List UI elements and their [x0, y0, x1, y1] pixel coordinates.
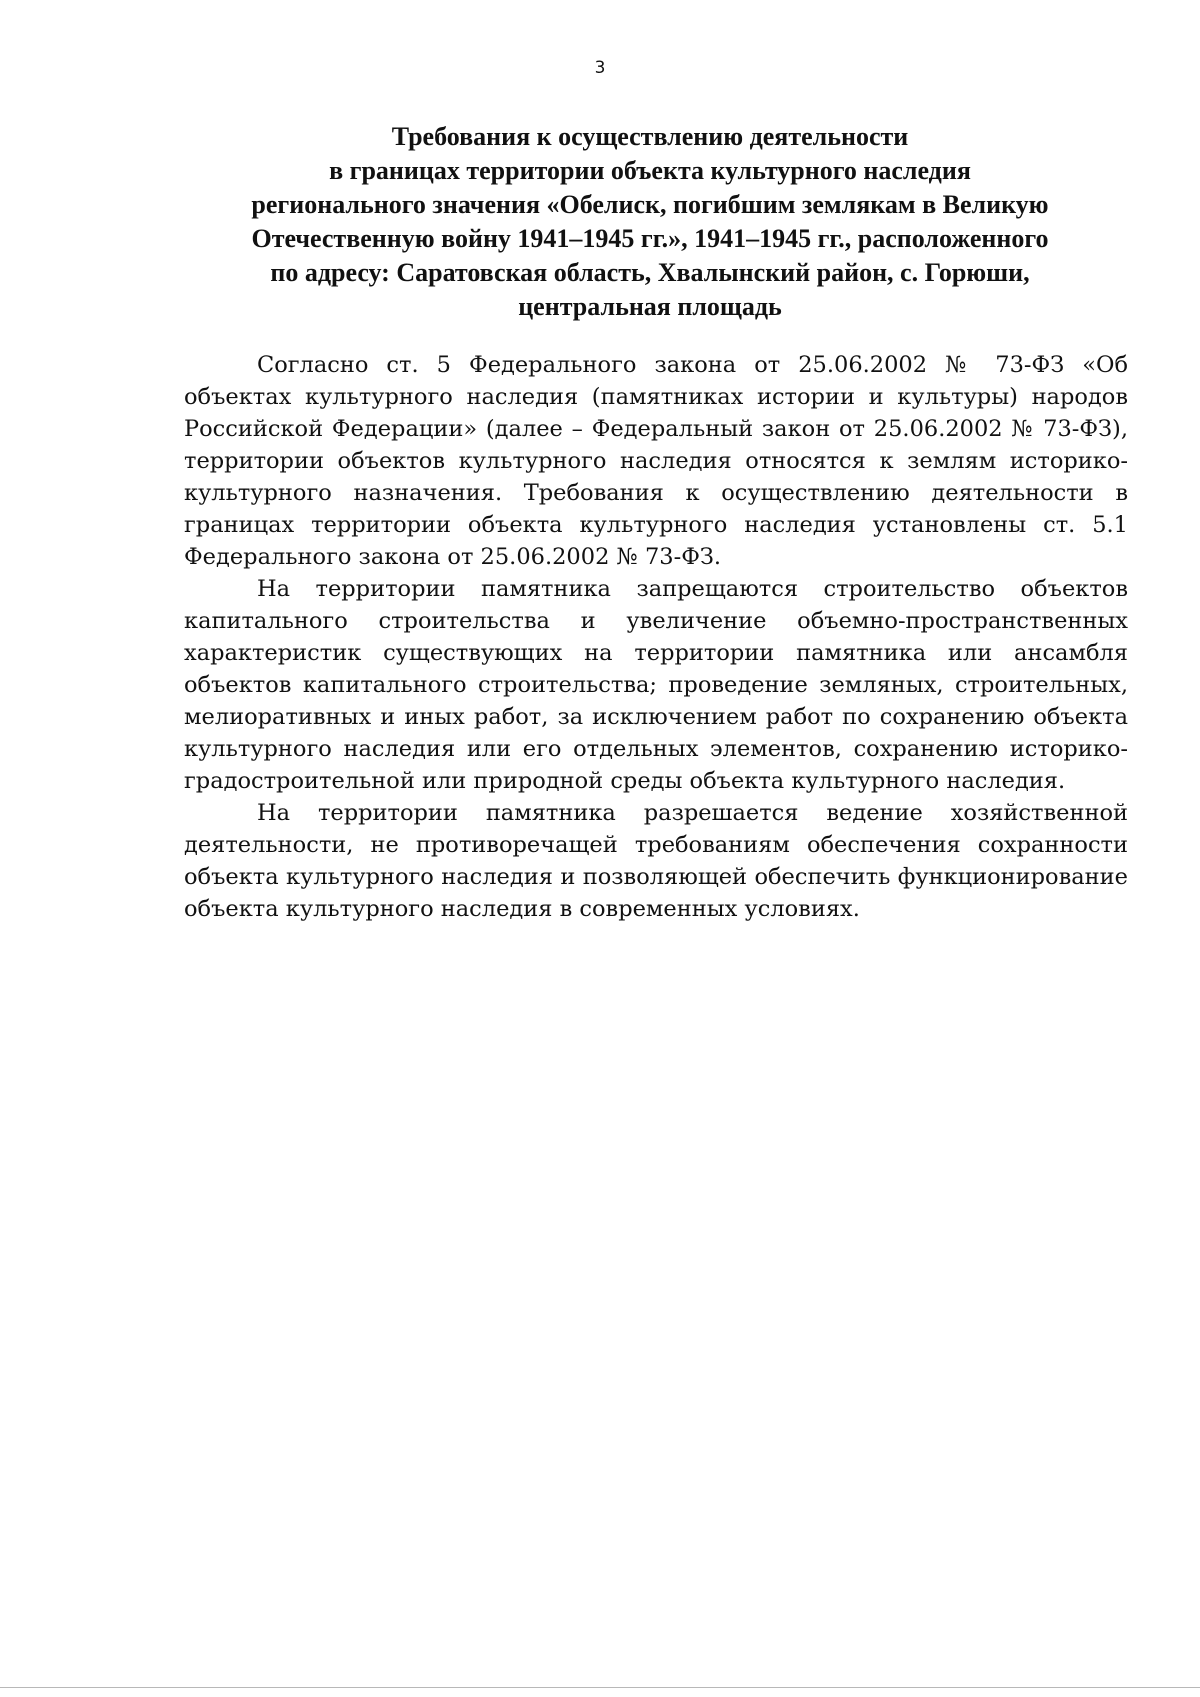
document-body: [184, 349, 1128, 925]
title-line: в границах территории объекта культурного наследия: [329, 156, 971, 185]
paragraph-prohibitions: На территории памятника запрещаются строительство объектов капитального строительства и увеличение объемно-пространственных характеристик существующих на территории памятника или ансамбля объектов капитального строительства; проведение земляных, строительных, мелиоративных и иных работ, за исключением работ по сохранению объекта культурного наследия или его отдельных элементов, сохранению историко-градостроительной или природной среды объекта культурного наследия.: [184, 576, 1128, 794]
title-line: Требования к осуществлению деятельности: [391, 122, 909, 151]
page-number: 3: [594, 58, 606, 78]
title-line: по адресу: Саратовская область, Хвалынский район, с. Горюши,: [270, 258, 1030, 287]
title-line: Отечественную войну 1941–1945 гг.», 1941–1945 гг., расположенного: [251, 224, 1049, 253]
title-line: центральная площадь: [518, 292, 782, 321]
title-line: регионального значения «Обелиск, погибшим землякам в Великую: [251, 190, 1049, 219]
paragraph-legal-basis: Согласно ст. 5 Федерального закона от 25.06.2002 № 73-ФЗ «Об объектах культурного наследия (памятниках истории и культуры) народов Российской Федерации» (далее – Федеральный закон от 25.06.2002 № 73-ФЗ), территории объектов культурного наследия относятся к землям историко-культурного назначения. Требования к осуществлению деятельности в границах территории объекта культурного наследия установлены ст. 5.1 Федерального закона от 25.06.2002 № 73-ФЗ.: [184, 352, 1128, 570]
document-title: [170, 120, 1130, 324]
paragraph-permissions: На территории памятника разрешается ведение хозяйственной деятельности, не противоречащей требованиям обеспечения сохранности объекта культурного наследия и позволяющей обеспечить функционирование объекта культурного наследия в современных условиях.: [184, 800, 1128, 922]
scan-edge-divider: [0, 1687, 1200, 1688]
